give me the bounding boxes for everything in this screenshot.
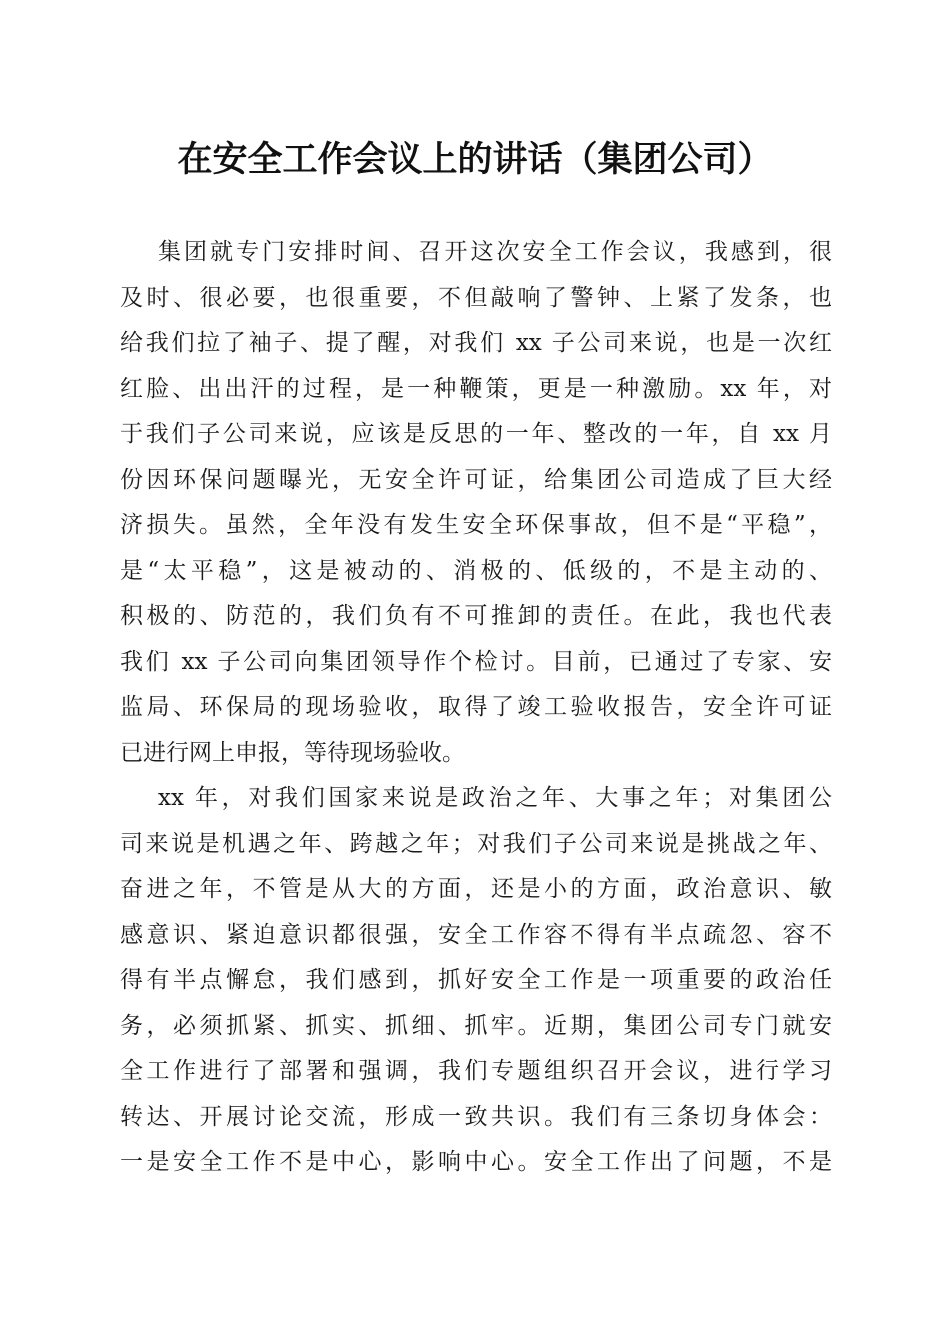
text-line: 一是安全工作不是中心，影响中心。安全工作出了问题，不是	[120, 1149, 832, 1175]
document-body	[120, 230, 832, 1186]
text-line: 监局、环保局的现场验收，取得了竣工验收报告，安全许可证	[120, 694, 832, 720]
text-line: 我们 xx 子公司向集团领导作个检讨。目前，已通过了专家、安	[120, 648, 832, 675]
text-line: 积极的、防范的，我们负有不可推卸的责任。在此，我也代表	[120, 603, 832, 629]
text-line: 份因环保问题曝光，无安全许可证，给集团公司造成了巨大经	[120, 466, 832, 493]
text-line: 济损失。虽然，全年没有发生安全环保事故，但不是“平稳”，	[120, 512, 832, 538]
text-line: 及时、很必要，也很重要，不但敲响了警钟、上紧了发条，也	[120, 284, 832, 311]
text-line: 集团就专门安排时间、召开这次安全工作会议，我感到，很	[158, 239, 832, 265]
text-line: 全工作进行了部署和强调，我们专题组织召开会议，进行学习	[120, 1058, 832, 1084]
text-line: 奋进之年，不管是从大的方面，还是小的方面，政治意识、敏	[120, 876, 832, 902]
text-line: 于我们子公司来说，应该是反思的一年、整改的一年，自 xx 月	[120, 421, 832, 447]
paragraph-2	[120, 776, 832, 1186]
text-line: 感意识、紧迫意识都很强，安全工作容不得有半点疏忽、容不	[120, 921, 832, 948]
text-line: xx 年，对我们国家来说是政治之年、大事之年；对集团公	[158, 785, 832, 811]
paragraph-1	[120, 230, 832, 776]
document-title: 在安全工作会议上的讲话（集团公司）	[177, 139, 773, 180]
text-line: 给我们拉了袖子、提了醒，对我们 xx 子公司来说，也是一次红	[120, 330, 832, 356]
text-line: 已进行网上申报，等待现场验收。	[120, 739, 465, 766]
text-line: 务，必须抓紧、抓实、抓细、抓牢。近期，集团公司专门就安	[120, 1012, 832, 1039]
text-line: 是“太平稳”，这是被动的、消极的、低级的，不是主动的、	[120, 557, 832, 584]
text-line: 转达、开展讨论交流，形成一致共识。我们有三条切身体会：	[120, 1103, 832, 1130]
text-line: 红脸、出出汗的过程，是一种鞭策，更是一种激励。xx 年，对	[120, 375, 832, 402]
text-line: 得有半点懈怠，我们感到，抓好安全工作是一项重要的政治任	[120, 967, 832, 993]
text-line: 司来说是机遇之年、跨越之年；对我们子公司来说是挑战之年、	[120, 830, 832, 857]
